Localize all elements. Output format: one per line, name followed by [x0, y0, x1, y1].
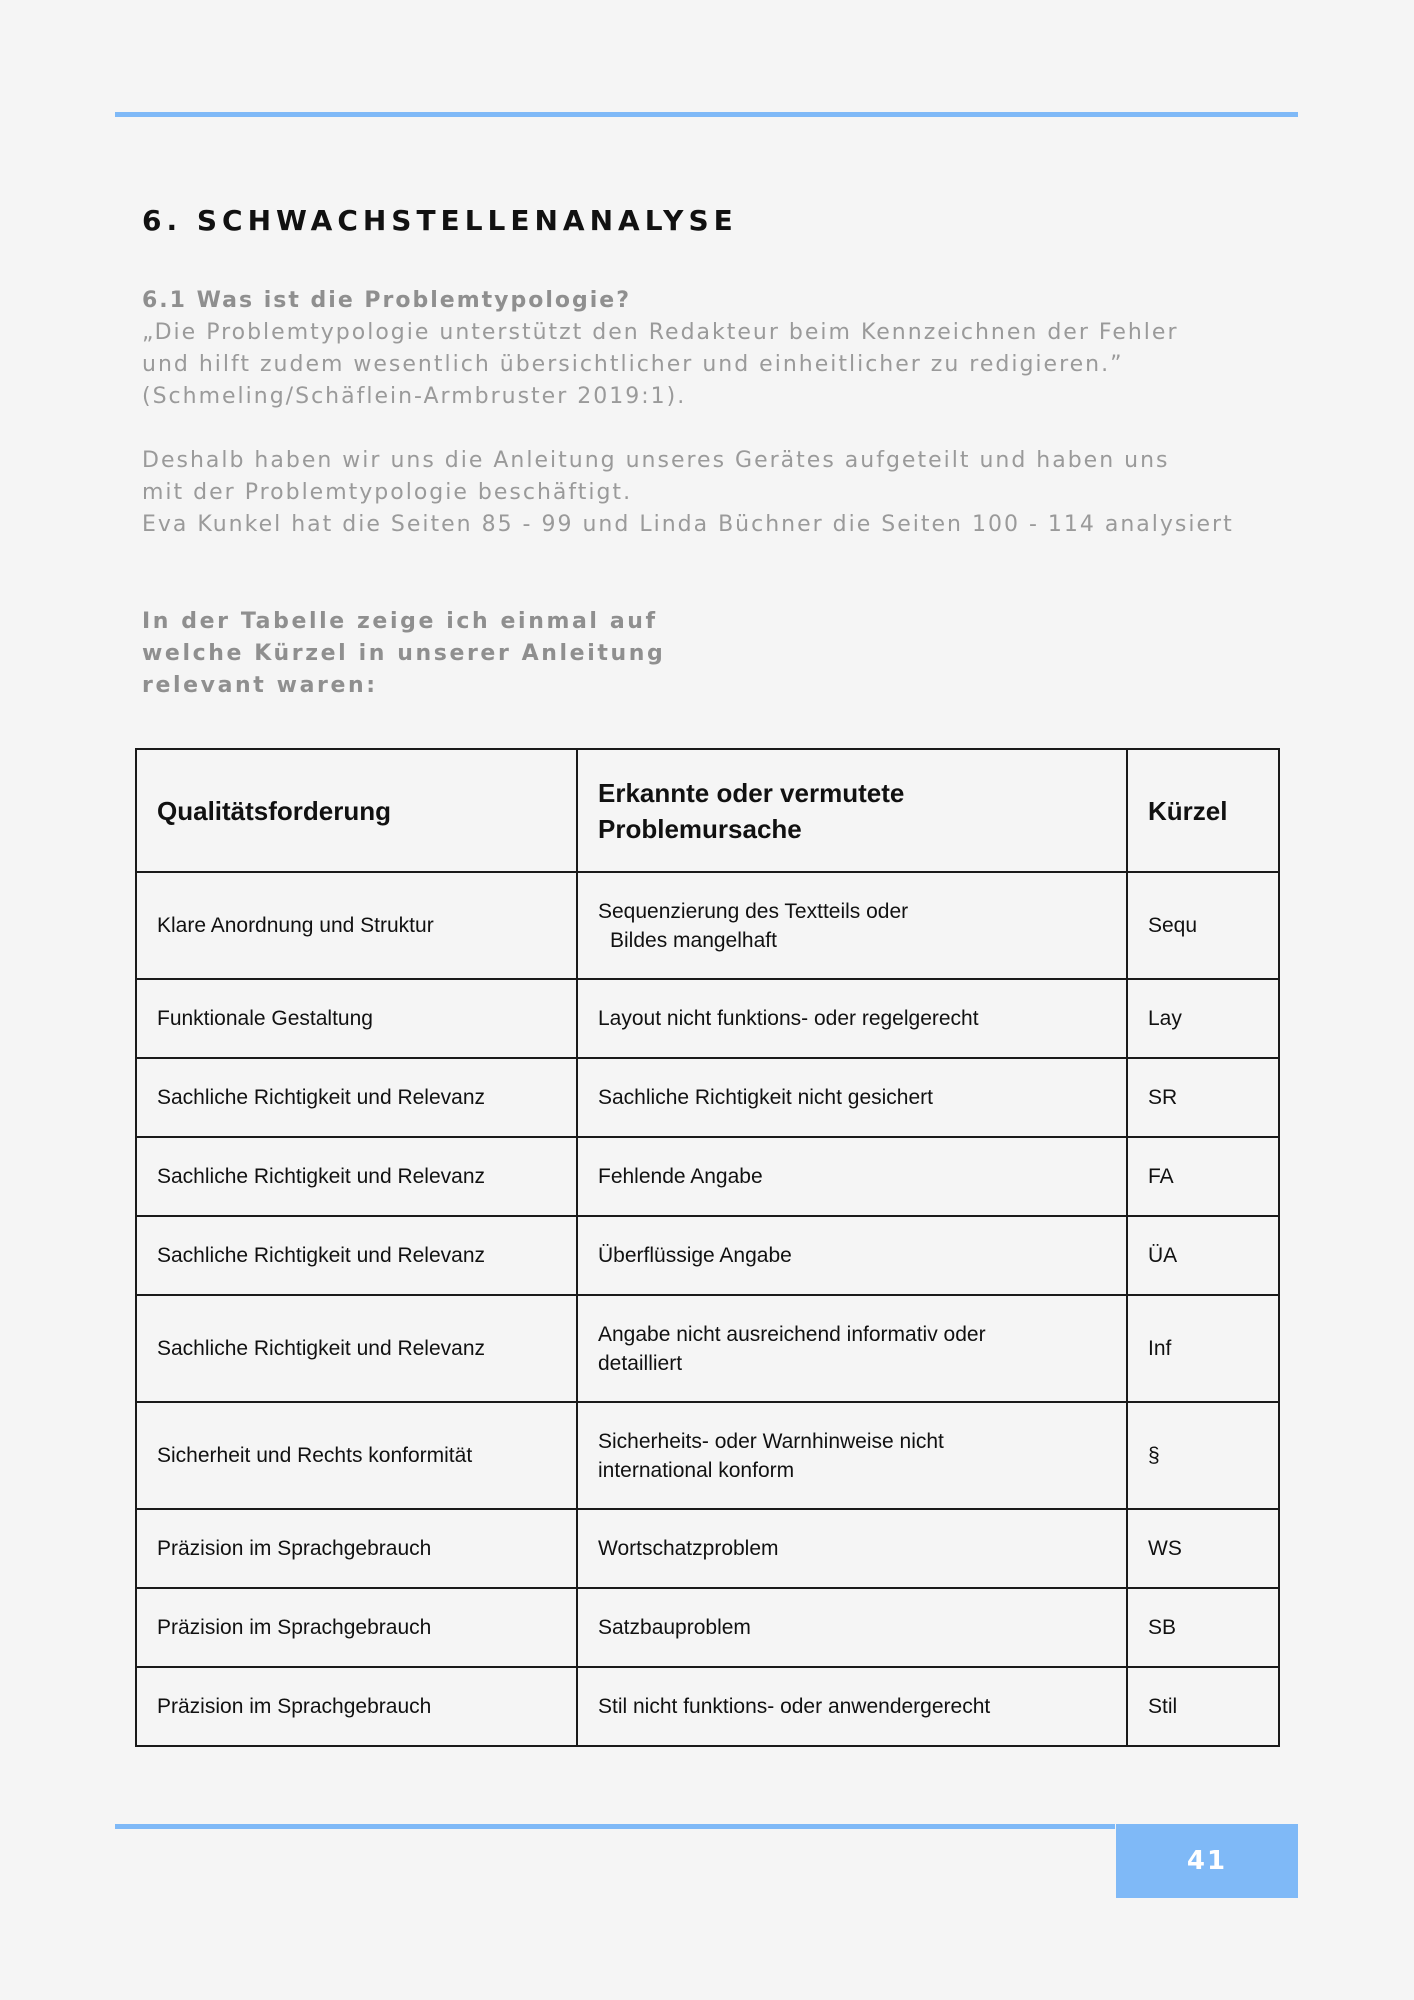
cell-requirement: Präzision im Sprachgebrauch: [136, 1667, 577, 1746]
cell-cause: [577, 1667, 1127, 1746]
cell-cause-line: Wortschatzproblem: [598, 1537, 779, 1560]
intro-text: [142, 285, 1302, 541]
paragraph-line: mit der Problemtypologie beschäftigt.: [142, 480, 633, 505]
cell-cause-line: Sachliche Richtigkeit nicht gesichert: [598, 1086, 933, 1109]
cell-cause-line: Sequenzierung des Textteils oder: [598, 899, 909, 923]
cell-cause-line: international konform: [598, 1458, 795, 1482]
paragraph-line: Eva Kunkel hat die Seiten 85 - 99 und Linda Büchner die Seiten 100 - 114 analysiert: [142, 512, 1234, 537]
subheading: 6.1 Was ist die Problemtypologie?: [142, 288, 631, 313]
cell-code: SB: [1127, 1588, 1279, 1667]
header-requirement: Qualitätsforderung: [136, 749, 577, 872]
table-body: [136, 872, 1279, 1746]
cell-code: WS: [1127, 1509, 1279, 1588]
cell-requirement: Sachliche Richtigkeit und Relevanz: [136, 1058, 577, 1137]
cell-cause: [577, 1295, 1127, 1402]
cell-code: §: [1127, 1402, 1279, 1509]
top-accent-rule: [115, 112, 1298, 117]
lead-line: welche Kürzel in unserer Anleitung: [142, 641, 666, 666]
cell-cause: [577, 1509, 1127, 1588]
cell-cause-line: Überflüssige Angabe: [598, 1244, 792, 1267]
lead-line: relevant waren:: [142, 673, 378, 698]
bottom-accent-rule: [115, 1824, 1115, 1829]
cell-cause-line: detailliert: [598, 1351, 683, 1375]
cell-cause: [577, 979, 1127, 1058]
cell-code: FA: [1127, 1137, 1279, 1216]
cell-requirement: Sachliche Richtigkeit und Relevanz: [136, 1216, 577, 1295]
table-header-row: [136, 749, 1279, 872]
cell-code: SR: [1127, 1058, 1279, 1137]
table-row: [136, 872, 1279, 979]
quote-line: und hilft zudem wesentlich übersichtlicher und einheitlicher zu redigieren.”: [142, 352, 1124, 377]
cell-cause: [577, 1402, 1127, 1509]
cell-cause-line: Angabe nicht ausreichend informativ oder: [598, 1322, 986, 1346]
cell-cause: [577, 1588, 1127, 1667]
cell-requirement: Funktionale Gestaltung: [136, 979, 577, 1058]
header-cause-line: Problemursache: [598, 813, 802, 844]
quote-citation: (Schmeling/Schäflein-Armbruster 2019:1).: [142, 384, 687, 409]
lead-line: In der Tabelle zeige ich einmal auf: [142, 609, 658, 634]
section-heading: 6. SCHWACHSTELLENANALYSE: [142, 204, 738, 237]
table-row: [136, 1402, 1279, 1509]
cell-requirement: Präzision im Sprachgebrauch: [136, 1509, 577, 1588]
table-row: [136, 1058, 1279, 1137]
table-lead-text: [142, 606, 665, 702]
table-row: [136, 1216, 1279, 1295]
cell-cause-line: Bildes mangelhaft: [610, 928, 777, 952]
cell-cause-line: Fehlende Angabe: [598, 1165, 763, 1188]
cell-cause-line: Sicherheits- oder Warnhinweise nicht: [598, 1429, 944, 1453]
cell-cause-line: Stil nicht funktions- oder anwendergerecht: [598, 1695, 991, 1718]
header-cause-line: Erkannte oder vermutete: [598, 777, 905, 808]
cell-cause: [577, 872, 1127, 979]
cell-requirement: Sachliche Richtigkeit und Relevanz: [136, 1295, 577, 1402]
table-row: [136, 1509, 1279, 1588]
cell-requirement: Sicherheit und Rechts konformität: [136, 1402, 577, 1509]
header-code: Kürzel: [1127, 749, 1279, 872]
table-row: [136, 1588, 1279, 1667]
cell-cause-line: Satzbauproblem: [598, 1616, 751, 1639]
paragraph-line: Deshalb haben wir uns die Anleitung unseres Gerätes aufgeteilt und haben uns: [142, 448, 1170, 473]
cell-requirement: Präzision im Sprachgebrauch: [136, 1588, 577, 1667]
page-number: 41: [1116, 1824, 1298, 1898]
cell-code: Inf: [1127, 1295, 1279, 1402]
cell-cause: [577, 1137, 1127, 1216]
table-row: [136, 1137, 1279, 1216]
problem-typology-table: [135, 748, 1280, 1747]
cell-code: Sequ: [1127, 872, 1279, 979]
cell-code: Lay: [1127, 979, 1279, 1058]
table-row: [136, 1667, 1279, 1746]
cell-requirement: Klare Anordnung und Struktur: [136, 872, 577, 979]
cell-code: Stil: [1127, 1667, 1279, 1746]
table-row: [136, 979, 1279, 1058]
cell-requirement: Sachliche Richtigkeit und Relevanz: [136, 1137, 577, 1216]
table-row: [136, 1295, 1279, 1402]
header-cause: [577, 749, 1127, 872]
cell-cause: [577, 1058, 1127, 1137]
cell-code: ÜA: [1127, 1216, 1279, 1295]
quote-line: „Die Problemtypologie unterstützt den Redakteur beim Kennzeichnen der Fehler: [142, 320, 1179, 345]
cell-cause: [577, 1216, 1127, 1295]
cell-cause-line: Layout nicht funktions- oder regelgerecht: [598, 1007, 979, 1030]
